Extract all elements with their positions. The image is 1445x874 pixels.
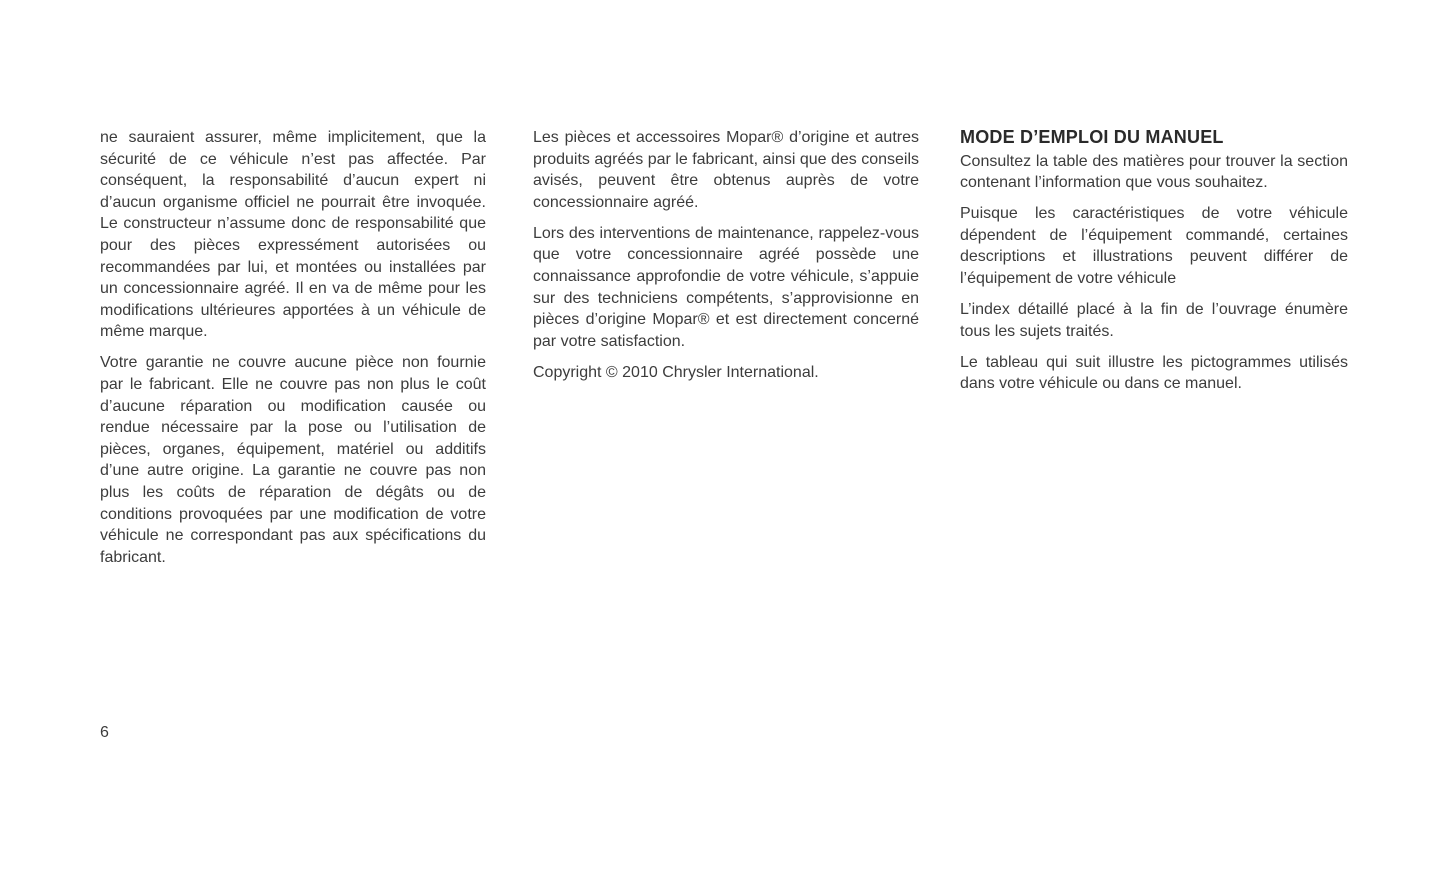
paragraph: L’index détaillé placé à la fin de l’ouvrage énumère tous les sujets traités. <box>960 301 1348 340</box>
paragraph: Consultez la table des matières pour trouver la section contenant l’information que vous souhaitez. <box>960 152 1348 192</box>
paragraph: Votre garantie ne couvre aucune pièce non fournie par le fabricant. Elle ne couvre pas non plus le coût d’aucune réparation ou modification causée ou rendue nécessaire par la pose ou l’utilisation de pièces, organes, équipement, matériel ou additifs d’une autre origine. La garantie ne couvre pas non plus les coûts de réparation de dégâts ou de conditions provoquées par une modification de votre véhicule ne correspondant pas aux spécifications du fabricant. <box>100 354 486 566</box>
paragraph: Lors des interventions de maintenance, rappelez-vous que votre concessionnaire agréé possède une connaissance approfondie de votre véhicule, s’appuie sur des techniciens compétents, s’approvisionne en pièces d’origine Mopar® et est directement concerné par votre satisfaction. <box>533 224 919 350</box>
text-column-2 <box>533 127 919 393</box>
paragraph: Le tableau qui suit illustre les pictogrammes utilisés dans votre véhicule ou dans ce manuel. <box>960 353 1348 393</box>
paragraph: Puisque les caractéristiques de votre véhicule dépendent de l’équipement commandé, certaines descriptions et illustrations peuvent différer de l’équipement de votre véhicule <box>960 205 1348 288</box>
text-column-3 <box>960 127 1348 405</box>
paragraph: ne sauraient assurer, même implicitement, que la sécurité de ce véhicule n’est pas affectée. Par conséquent, la responsabilité d’aucun expert ni d’aucun organisme officiel ne pourrait être invoquée. Le constructeur n’assume donc de responsabilité que pour des pièces expressément autorisées ou recommandées par lui, et montées ou installées par un concessionnaire agréé. Il en va de même pour les modifications ultérieures apportées à un véhicule de même marque. <box>100 129 486 341</box>
page-number: 6 <box>100 724 109 741</box>
copyright-line: Copyright © 2010 Chrysler International. <box>533 363 819 381</box>
section-heading: MODE D’EMPLOI DU MANUEL <box>960 127 1224 147</box>
text-column-1 <box>100 127 486 578</box>
paragraph: Les pièces et accessoires Mopar® d’origine et autres produits agréés par le fabricant, ainsi que des conseils avisés, peuvent être obtenus auprès de votre concessionnaire agréé. <box>533 129 919 211</box>
